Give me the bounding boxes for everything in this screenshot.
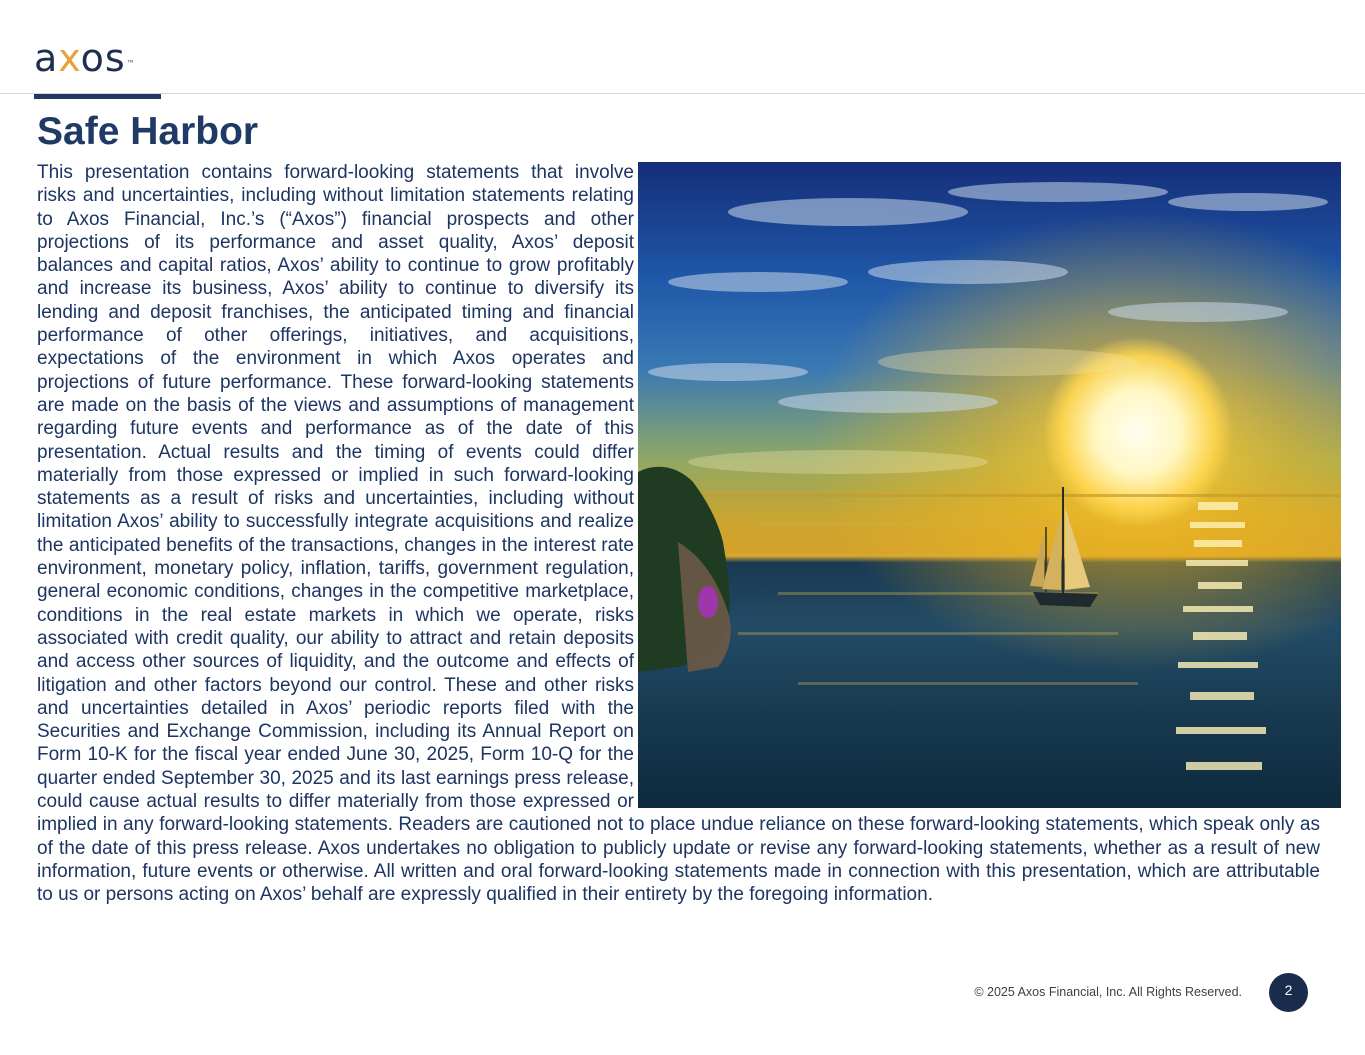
sailboat [1030, 487, 1098, 607]
header-divider [0, 93, 1365, 94]
page-title: Safe Harbor [37, 110, 259, 153]
header-accent-bar [34, 94, 161, 99]
logo-letter-x: x [58, 36, 81, 80]
copyright-notice: © 2025 Axos Financial, Inc. All Rights Reserved. [974, 985, 1242, 999]
logo-trademark: ™ [126, 59, 136, 68]
page-number-badge: 2 [1269, 973, 1308, 1012]
sun-reflection [1176, 502, 1266, 770]
logo-letter-a: a [34, 36, 59, 80]
clouds [648, 182, 1328, 413]
safe-harbor-text: This presentation contains forward-looking statements that involve risks and uncertainties, including without limitation statements relating to Axos Financial, Inc.’s (“Axos”) financial prospects and other projections of its performance and asset quality, Axos’ deposit balances and capital ratios, Axos’ ability to continue to grow profitably and increase its business, Axos’ ability to continue to diversify its lending and deposit franchises, the anticipated timing and financial performance of other offerings, initiatives, and acquisitions, expectations of the environment in which Axos operates and projections of future performance. These forward-looking statements are made on the basis of the views and assumptions of management regarding future events and performance as of the date of this presentation. Actual results and the timing of events could differ materially from those expressed or implied in such forward-looking statements as a result of risks and uncertainties, including without limitation Axos’ ability to successfully integrate acquisitions and realize the anticipated benefits of the transactions, changes in the interest rate environment, monetary policy, inflation, tariffs, government regulation, general economic conditions, changes in the competitive marketplace, conditions in the real estate markets in which we operate, risks associated with credit quality, our ability to attract and retain deposits and access other sources of liquidity, and the outcome and effects of litigation and other factors beyond our control. These and other risks and uncertainties detailed in Axos’ periodic reports filed with the Securities and Exchange Commission, including its Annual Report on Form 10-K for the fiscal year ended June 30, 2025, Form 10-Q for the quarter ended September 30, 2025 and its last earnings press release, could cause actual results to differ materially from those expressed or implied in any forward-looking statements. Readers are cautioned not to place undue reliance on these forward-looking statements, which speak only as of the date of this press release. Axos undertakes no obligation to publicly update or revise any forward-looking statements, whether as a result of new information, future events or otherwise. All written and oral forward-looking statements made in connection with this presentation, which are attributable to us or persons acting on Axos’ behalf are expressly qualified in their entirety by the foregoing information. [37, 162, 1320, 906]
sunset-scene [638, 162, 1341, 808]
logo-letters-os: os [80, 36, 126, 80]
safe-harbor-body [37, 161, 1320, 907]
axos-logo [34, 38, 136, 78]
sunset-sailboat-photo [638, 162, 1341, 808]
